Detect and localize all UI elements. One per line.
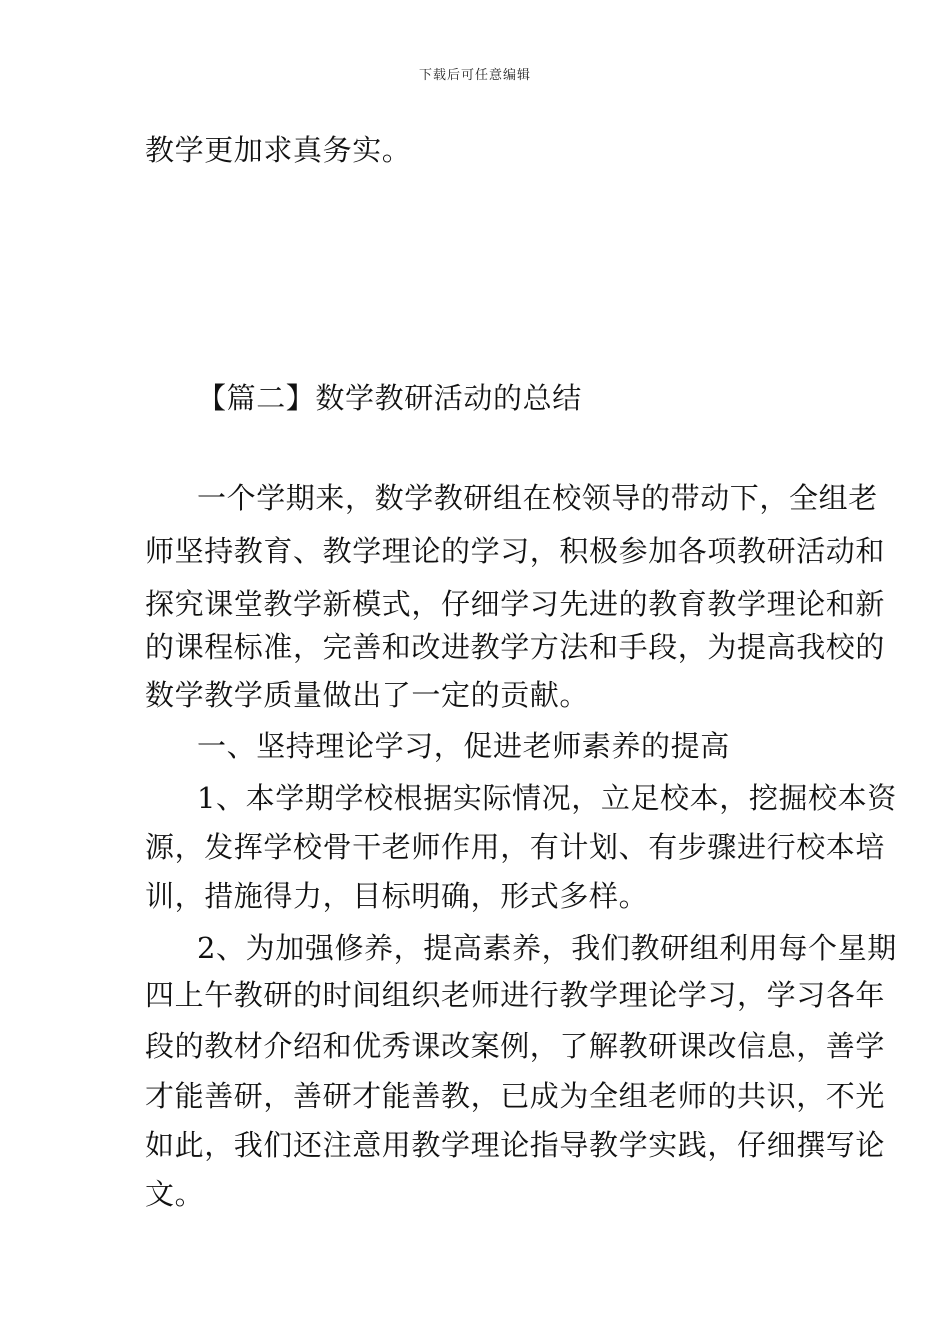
item-1-line-3: 训，措施得力，目标明确，形式多样。 <box>145 879 649 913</box>
item-2-line-1: 2、为加强修养，提高素养，我们教研组利用每个星期 <box>197 931 897 965</box>
item-2-line-3: 段的教材介绍和优秀课改案例，了解教研课改信息，善学 <box>145 1029 886 1063</box>
carryover-paragraph-line: 教学更加求真务实。 <box>145 133 412 167</box>
item-2-line-6: 文。 <box>145 1177 205 1211</box>
intro-paragraph-line-5: 数学教学质量做出了一定的贡献。 <box>145 678 590 712</box>
heading-1: 一、坚持理论学习，促进老师素养的提高 <box>197 729 730 763</box>
page-header-note: 下载后可任意编辑 <box>418 68 531 83</box>
intro-paragraph-line-1: 一个学期来，数学教研组在校领导的带动下，全组老 <box>197 481 878 515</box>
item-2-line-5: 如此，我们还注意用教学理论指导教学实践，仔细撰写论 <box>145 1128 886 1162</box>
item-1-line-2: 源，发挥学校骨干老师作用，有计划、有步骤进行校本培 <box>145 830 886 864</box>
intro-paragraph-line-2: 师坚持教育、教学理论的学习，积极参加各项教研活动和 <box>145 534 886 568</box>
section-title: 【篇二】数学教研活动的总结 <box>197 381 582 415</box>
item-2-line-2: 四上午教研的时间组织老师进行教学理论学习，学习各年 <box>145 978 886 1012</box>
item-1-line-1: 1、本学期学校根据实际情况，立足校本，挖掘校本资 <box>197 781 897 815</box>
item-2-line-4: 才能善研，善研才能善教，已成为全组老师的共识，不光 <box>145 1079 886 1113</box>
intro-paragraph-line-4: 的课程标准，完善和改进教学方法和手段，为提高我校的 <box>145 630 886 664</box>
intro-paragraph-line-3: 探究课堂教学新模式，仔细学习先进的教育教学理论和新 <box>145 587 886 621</box>
